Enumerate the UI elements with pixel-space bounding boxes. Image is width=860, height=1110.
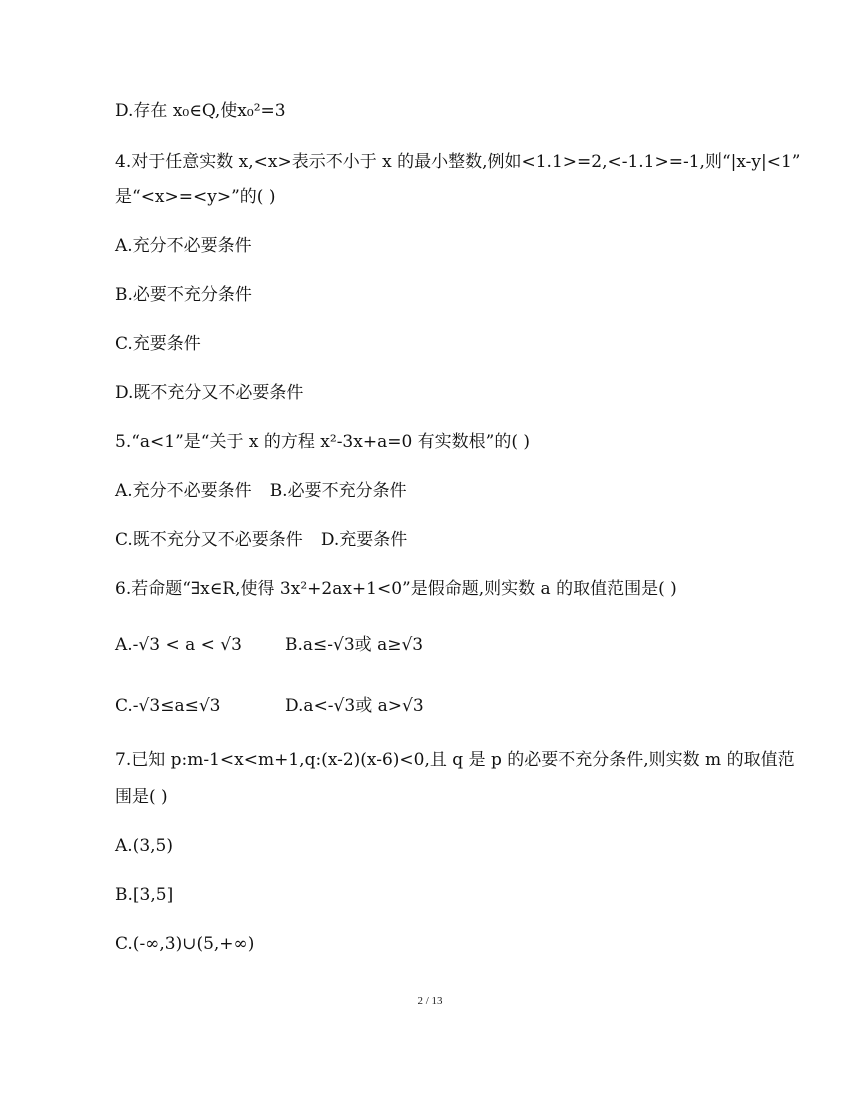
q5-option-c: C.既不充分又不必要条件 — [115, 530, 303, 550]
q7-option-b: B.[3,5] — [115, 885, 174, 905]
q5-option-a: A.充分不必要条件 — [115, 481, 252, 501]
q7-stem-line1: 7.已知 p:m-1<x<m+1,q:(x-2)(x-6)<0,且 q 是 p 的必要不充分条件,则实数 m 的取值范 — [115, 750, 795, 770]
q6-option-b: B.a≤-√3或 a≥√3 — [285, 635, 424, 655]
q6-options-ab — [115, 634, 423, 656]
q4-stem-line1: 4.对于任意实数 x,<x>表示不小于 x 的最小整数,例如<1.1>=2,<-1.1>=-1,则“|x-y|<1” — [115, 152, 801, 172]
q6-option-c: C.-√3≤a≤√3 — [115, 696, 221, 716]
q4-stem-line2: 是“<x>=<y>”的( ) — [115, 187, 276, 207]
q4-option-d: D.既不充分又不必要条件 — [115, 383, 304, 403]
q5-options-ab — [115, 480, 407, 502]
q5-option-d: D.充要条件 — [320, 530, 408, 550]
q5-option-b: B.必要不充分条件 — [269, 481, 407, 501]
q3-option-d: D.存在 x₀∈Q,使x₀²=3 — [115, 101, 286, 121]
q7-stem-line2: 围是( ) — [115, 787, 168, 807]
q5-stem: 5.“a<1”是“关于 x 的方程 x²-3x+a=0 有实数根”的( ) — [115, 432, 531, 452]
q6-stem: 6.若命题“∃x∈R,使得 3x²+2ax+1<0”是假命题,则实数 a 的取值范围是( ) — [115, 579, 677, 599]
q6-options-cd — [115, 695, 424, 717]
q4-option-c: C.充要条件 — [115, 334, 201, 354]
q6-option-a: A.-√3 < a < √3 — [115, 635, 242, 655]
q7-option-a: A.(3,5) — [115, 836, 173, 856]
q4-option-a: A.充分不必要条件 — [115, 236, 252, 256]
q7-option-c: C.(-∞,3)∪(5,+∞) — [115, 934, 255, 954]
q6-option-d: D.a<-√3或 a>√3 — [285, 696, 424, 716]
q4-option-b: B.必要不充分条件 — [115, 285, 252, 305]
page-number: 2 / 13 — [417, 995, 443, 1007]
q5-options-cd — [115, 529, 407, 551]
